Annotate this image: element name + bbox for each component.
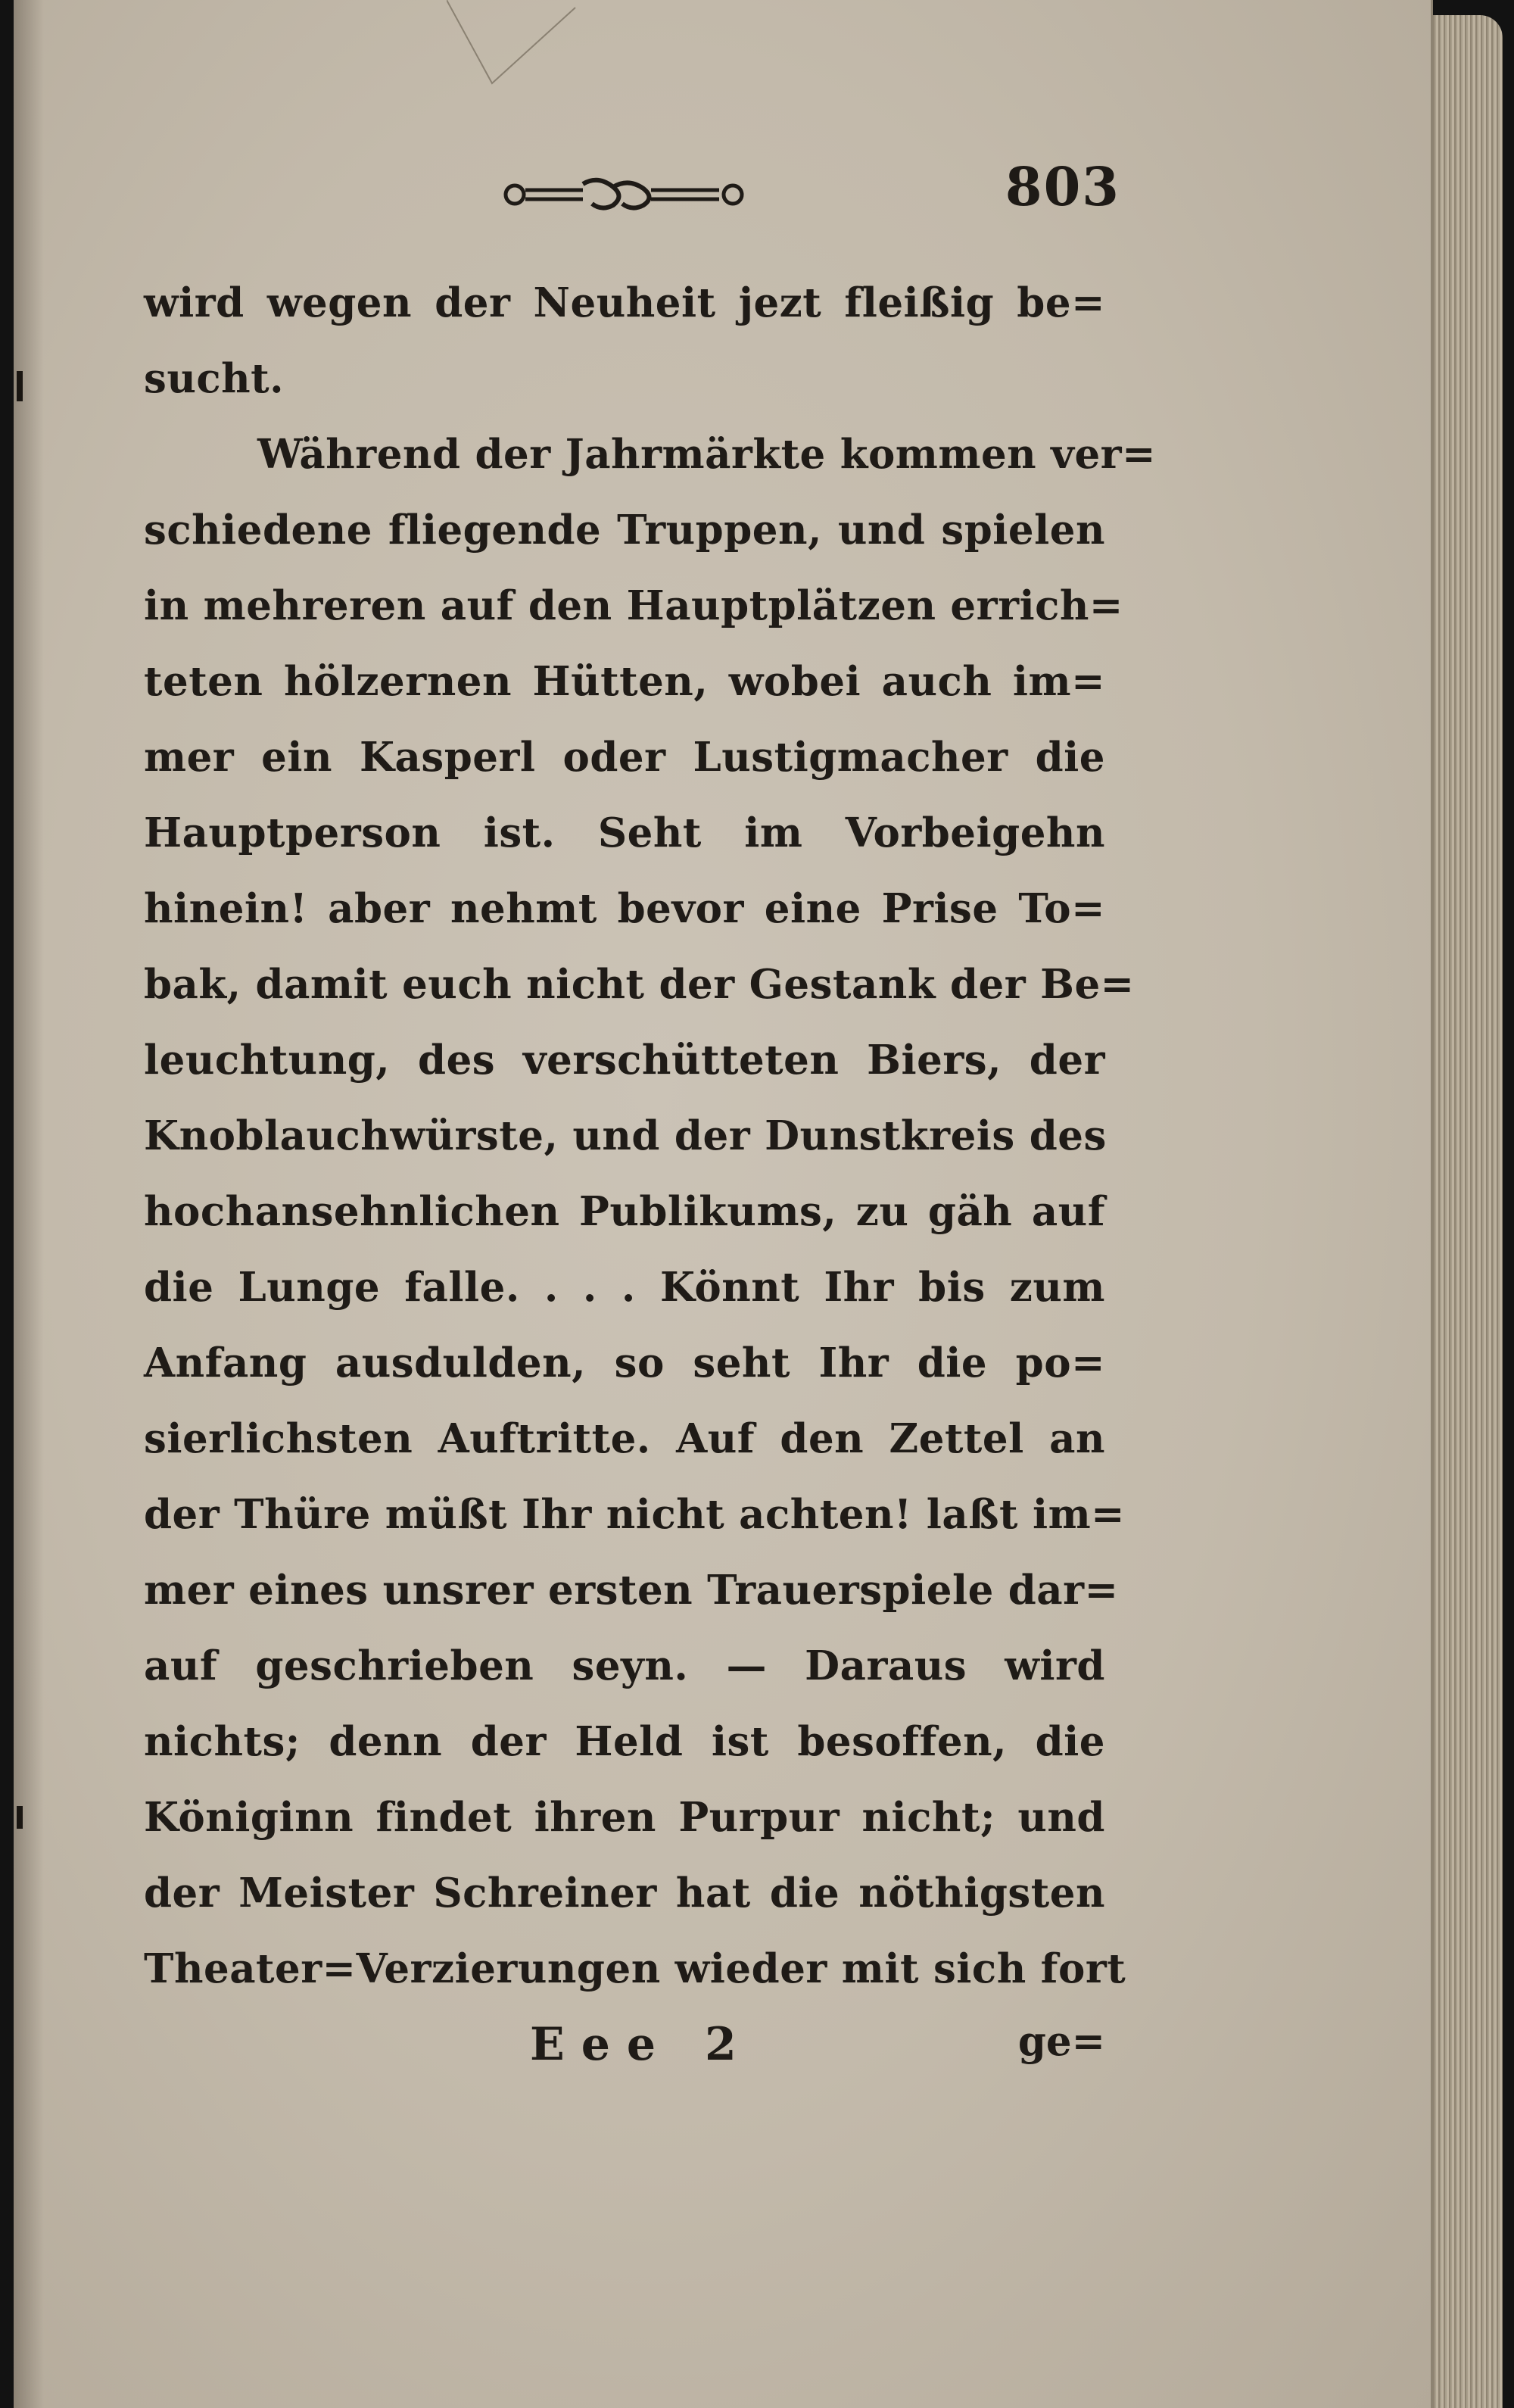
text-line: schiedene fliegende Truppen, und spielen <box>144 507 1105 554</box>
paper-fold-line <box>447 0 598 91</box>
body-text <box>144 265 1157 2007</box>
text-line: Knoblauchwürste, und der Dunstkreis des <box>144 1112 1107 1159</box>
text-line: Anfang ausdulden, so seht Ihr die po= <box>144 1340 1105 1386</box>
page-number: 803 <box>1005 155 1120 218</box>
text-line: der Meister Schreiner hat die nöthigsten <box>144 1870 1105 1917</box>
text-line: nichts; denn der Held ist besoffen, die <box>144 1718 1105 1765</box>
printers-ornament-icon <box>500 170 749 216</box>
text-line: hinein! aber nehmt bevor eine Prise To= <box>144 885 1105 932</box>
running-head <box>500 155 1120 231</box>
text-line: in mehreren auf den Hauptplätzen errich= <box>144 582 1123 629</box>
text-line: leuchtung, des verschütteten Biers, der <box>144 1037 1105 1084</box>
text-line: auf geschrieben seyn. — Daraus wird <box>144 1642 1105 1689</box>
text-line: der Thüre müßt Ihr nicht achten! laßt im= <box>144 1491 1126 1538</box>
text-line: Königinn findet ihren Purpur nicht; und <box>144 1794 1105 1841</box>
text-line: Theater=Verzierungen wieder mit sich fort <box>144 1945 1126 1992</box>
catchword: ge= <box>1017 2018 1105 2065</box>
text-line: mer ein Kasperl oder Lustigmacher die <box>144 734 1105 781</box>
text-line: hochansehnlichen Publikums, zu gäh auf <box>144 1188 1105 1235</box>
binding-mark <box>17 371 23 401</box>
text-line: sucht. <box>144 355 285 402</box>
text-line: die Lunge falle. . . . Könnt Ihr bis zum <box>144 1264 1105 1311</box>
page-edges <box>1431 15 1503 2408</box>
gutter-shadow <box>14 0 44 2408</box>
text-line: Während der Jahrmärkte kommen ver= <box>257 431 1157 478</box>
text-line: teten hölzernen Hütten, wobei auch im= <box>144 658 1105 705</box>
text-line: bak, damit euch nicht der Gestank der Be= <box>144 961 1135 1008</box>
binding-mark <box>17 1806 23 1829</box>
page-footer <box>530 2018 1105 2094</box>
text-line: Hauptperson ist. Seht im Vorbeigehn <box>144 809 1105 856</box>
text-line: sierlichsten Auftritte. Auf den Zettel an <box>144 1415 1105 1462</box>
text-line: mer eines unsrer ersten Trauerspiele dar= <box>144 1567 1119 1614</box>
text-line: wird wegen der Neuheit jezt fleißig be= <box>144 279 1105 326</box>
signature-mark: Eee 2 <box>530 2018 753 2071</box>
